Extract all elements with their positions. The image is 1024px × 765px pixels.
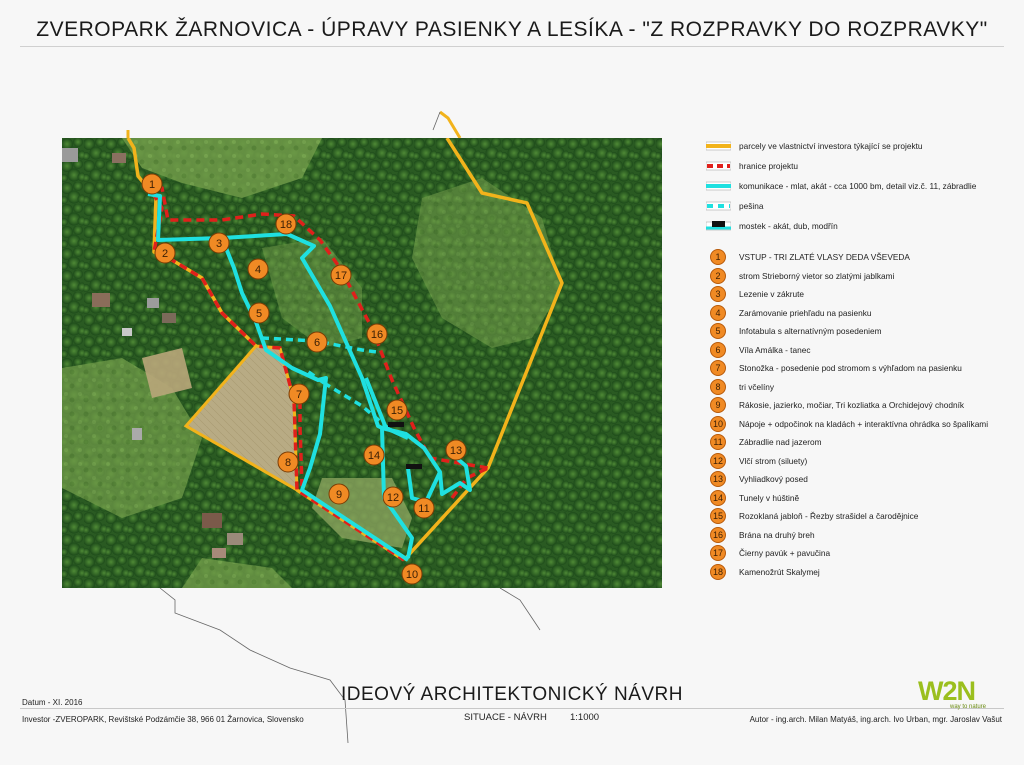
point-number-badge: 15 [710, 508, 726, 524]
point-label: Čierny pavúk + pavučina [739, 548, 831, 559]
date-label: Datum - XI. 2016 [22, 698, 83, 707]
footer-divider [20, 708, 1004, 709]
title-divider [20, 46, 1004, 47]
w2n-logo [918, 676, 1002, 710]
point-label: Kamenožrút Skalymej [739, 566, 820, 577]
point-number-badge: 11 [710, 434, 726, 450]
legend-item-bridge [706, 216, 1022, 236]
authors-label: Autor - ing.arch. Milan Matyáš, ing.arch. Ivo Urban, mgr. Jaroslav Vašut [749, 715, 1002, 724]
point-list-item [706, 341, 1022, 360]
map-marker-label: 1 [148, 179, 156, 191]
points-list [706, 248, 1022, 581]
point-list-item [706, 267, 1022, 286]
scale-label: 1:1000 [570, 712, 600, 723]
point-number-badge: 10 [710, 416, 726, 432]
map-marker-3[interactable] [209, 233, 229, 253]
map-marker-14[interactable] [364, 445, 384, 465]
point-label: Lezenie v zákrute [739, 289, 805, 300]
legend-label: hranice projektu [739, 161, 799, 171]
point-list-item [706, 304, 1022, 323]
point-label: strom Strieborný vietor so zlatými jablkami [739, 270, 895, 281]
legend-item-path [706, 176, 1022, 196]
logo-subtitle: way to nature [950, 704, 987, 710]
map-marker-18[interactable] [276, 214, 296, 234]
point-list-item [706, 322, 1022, 341]
map-marker-label: 3 [215, 238, 223, 250]
path-line-icon [706, 179, 731, 193]
point-label: Zábradlie nad jazerom [739, 437, 822, 448]
point-label: Nápoje + odpočinok na kladách + interaktívna ohrádka so špalíkami [739, 418, 989, 429]
point-label: Tunely v húštinĕ [739, 492, 800, 503]
legend [706, 136, 1022, 581]
map-marker-4[interactable] [248, 259, 268, 279]
point-number-badge: 18 [710, 564, 726, 580]
point-number-badge: 8 [710, 379, 726, 395]
point-list-item [706, 396, 1022, 415]
boundary-line-icon [706, 159, 731, 173]
point-list-item [706, 507, 1022, 526]
point-number-badge: 6 [710, 342, 726, 358]
point-label: Stonožka - posedenie pod stromom s výhľadom na pasienku [739, 363, 962, 374]
point-number-badge: 12 [710, 453, 726, 469]
point-list-item [706, 544, 1022, 563]
legend-label: parcely ve vlastnictví investora týkající se projektu [739, 141, 923, 151]
point-list-item [706, 470, 1022, 489]
point-list-item [706, 415, 1022, 434]
point-label: VSTUP - TRI ZLATÉ VLASY DEDA VŠEVEDA [739, 252, 910, 263]
point-number-badge: 14 [710, 490, 726, 506]
map-marker-label: 13 [449, 445, 463, 457]
point-label: tri včelíny [739, 381, 775, 392]
map-marker-label: 6 [313, 337, 321, 349]
map-marker-label: 8 [284, 457, 292, 469]
footpath-line-icon [706, 199, 731, 213]
point-label: Vlčí strom (siluety) [739, 455, 808, 466]
map-marker-11[interactable] [414, 498, 434, 518]
point-list-item [706, 285, 1022, 304]
point-label: Brána na druhý breh [739, 529, 815, 540]
point-number-badge: 16 [710, 527, 726, 543]
point-number-badge: 13 [710, 471, 726, 487]
point-list-item [706, 378, 1022, 397]
logo-text: W2N [918, 676, 975, 706]
point-label: Víla Amálka - tanec [739, 344, 811, 355]
point-list-item [706, 359, 1022, 378]
map-marker-8[interactable] [278, 452, 298, 472]
map-marker-6[interactable] [307, 332, 327, 352]
point-list-item [706, 452, 1022, 471]
map-marker-13[interactable] [446, 440, 466, 460]
map-marker-label: 17 [334, 270, 348, 282]
aerial-map[interactable] [62, 138, 662, 588]
map-marker-17[interactable] [331, 265, 351, 285]
legend-item-footpath [706, 196, 1022, 216]
point-list-item [706, 489, 1022, 508]
point-number-badge: 17 [710, 545, 726, 561]
map-marker-7[interactable] [289, 384, 309, 404]
map-marker-label: 15 [390, 405, 404, 417]
point-list-item [706, 526, 1022, 545]
map-marker-1[interactable] [142, 174, 162, 194]
map-marker-2[interactable] [155, 243, 175, 263]
point-label: Rozoklaná jabloň - Řezby strašidel a čarodějnice [739, 511, 919, 522]
investor-label: Investor -ZVEROPARK, Revištské Podzámčie 38, 966 01 Žarnovica, Slovensko [22, 715, 304, 724]
drawing-title: IDEOVÝ ARCHITEKTONICKÝ NÁVRH [341, 684, 683, 705]
point-label: Zarámovanie priehľadu na pasienku [739, 307, 872, 318]
map-marker-label: 11 [418, 503, 430, 515]
point-number-badge: 2 [710, 268, 726, 284]
map-marker-label: 16 [370, 329, 384, 341]
map-marker-label: 14 [367, 450, 381, 462]
parcel-line-icon [706, 139, 731, 153]
point-number-badge: 7 [710, 360, 726, 376]
point-number-badge: 5 [710, 323, 726, 339]
point-number-badge: 3 [710, 286, 726, 302]
map-marker-label: 10 [405, 569, 419, 581]
map-marker-12[interactable] [383, 487, 403, 507]
map-marker-label: 12 [386, 492, 400, 504]
map-marker-label: 7 [295, 389, 303, 401]
map-marker-15[interactable] [387, 400, 407, 420]
point-number-badge: 1 [710, 249, 726, 265]
map-marker-label: 2 [161, 248, 169, 260]
map-marker-label: 18 [279, 219, 293, 231]
page-title: ZVEROPARK ŽARNOVICA - ÚPRAVY PASIENKY A LESÍKA - "Z ROZPRAVKY DO ROZPRAVKY" [36, 18, 988, 41]
point-label: Infotabula s alternatívným posedeniem [739, 326, 882, 337]
point-number-badge: 4 [710, 305, 726, 321]
map-marker-label: 9 [335, 489, 343, 501]
legend-item-parcel [706, 136, 1022, 156]
point-number-badge: 9 [710, 397, 726, 413]
legend-label: mostek - akát, dub, modřín [739, 221, 838, 231]
legend-item-boundary [706, 156, 1022, 176]
legend-label: pešina [739, 201, 764, 211]
map-marker-5[interactable] [249, 303, 269, 323]
point-list-item [706, 563, 1022, 582]
map-marker-16[interactable] [367, 324, 387, 344]
legend-label: komunikace - mlat, akát - cca 1000 bm, detail viz.č. 11, zábradlie [739, 181, 977, 191]
map-marker-label: 4 [254, 264, 262, 276]
map-marker-label: 5 [255, 308, 263, 320]
map-marker-9[interactable] [329, 484, 349, 504]
point-list-item [706, 248, 1022, 267]
map-marker-10[interactable] [402, 564, 422, 584]
point-label: Rákosie, jazierko, močiar, Tri kozliatka a Orchidejový chodník [739, 400, 965, 411]
situation-label: SITUACE - NÁVRH [464, 712, 547, 723]
point-list-item [706, 433, 1022, 452]
point-label: Vyhliadkový posed [739, 474, 808, 485]
bridge-icon [706, 219, 731, 233]
